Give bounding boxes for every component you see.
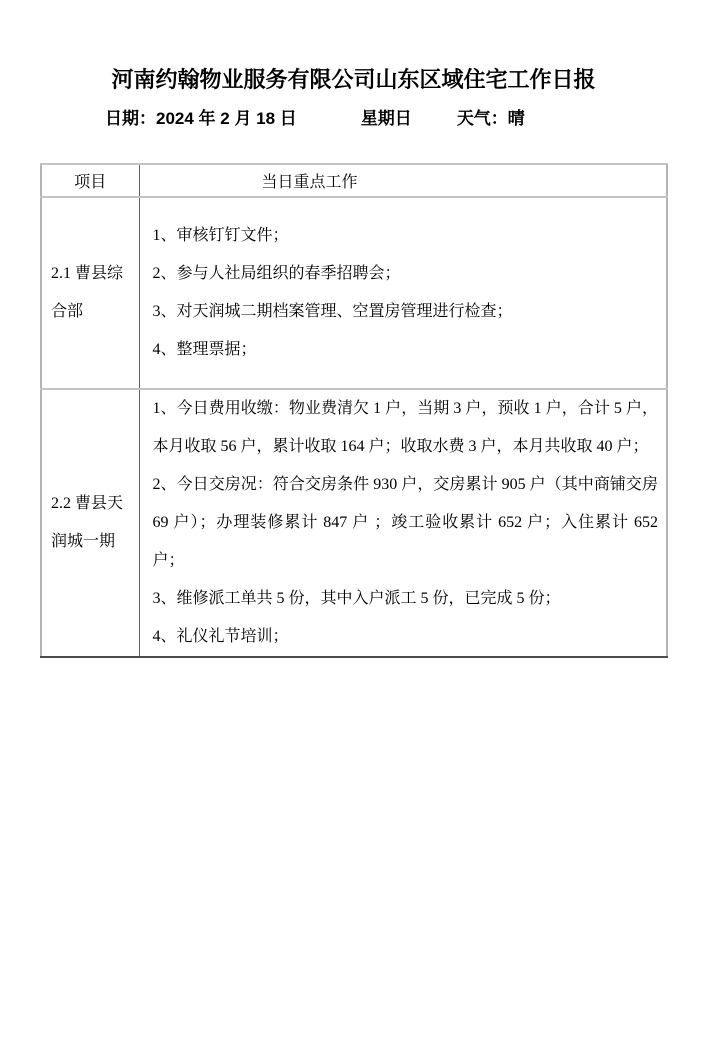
work-item: 3、对天润城二期档案管理、空置房管理进行检查； bbox=[152, 303, 513, 320]
table-row-tianruncheng-yiqi bbox=[41, 389, 667, 657]
table-header-row bbox=[41, 164, 667, 197]
work-item: 4、整理票据； bbox=[152, 341, 257, 358]
date-field: 日期：2024 年 2 月 18 日 bbox=[105, 109, 297, 128]
project-cell: 2.2 曹县天润城一期 bbox=[41, 389, 139, 657]
daily-report-table bbox=[40, 163, 668, 658]
table-row-caoxian-zonghebu bbox=[41, 197, 667, 389]
work-item: 2、今日交房况：符合交房条件 930 户，交房累计 905 户（其中商铺交房 69 户）；办理装修累计 847 户 ；竣工验收累计 652 户；入住累计 652 户； bbox=[152, 476, 658, 569]
header-cell-project: 项目 bbox=[41, 164, 139, 197]
work-item: 2、参与人社局组织的春季招聘会； bbox=[152, 265, 401, 282]
document-title: 河南约翰物业服务有限公司山东区域住宅工作日报 bbox=[111, 67, 596, 92]
date-line bbox=[105, 106, 707, 132]
work-cell bbox=[139, 197, 667, 389]
work-item: 4、礼仪礼节培训； bbox=[152, 628, 289, 645]
work-cell bbox=[139, 389, 667, 657]
work-item: 1、今日费用收缴：物业费清欠 1 户，当期 3 户，预收 1 户，合计 5 户，本月收取 56 户，累计收取 164 户；收取水费 3 户，本月共收取 40 户； bbox=[152, 400, 658, 455]
work-item: 3、维修派工单共 5 份，其中入户派工 5 份，已完成 5 份； bbox=[152, 590, 561, 607]
project-cell: 2.1 曹县综合部 bbox=[41, 197, 139, 389]
weather-field: 天气：晴 bbox=[456, 109, 525, 128]
work-item: 1、审核钉钉文件； bbox=[152, 227, 289, 244]
document-page bbox=[0, 64, 707, 1063]
header-cell-work: 当日重点工作 bbox=[139, 164, 667, 197]
weekday-field: 星期日 bbox=[360, 109, 412, 128]
